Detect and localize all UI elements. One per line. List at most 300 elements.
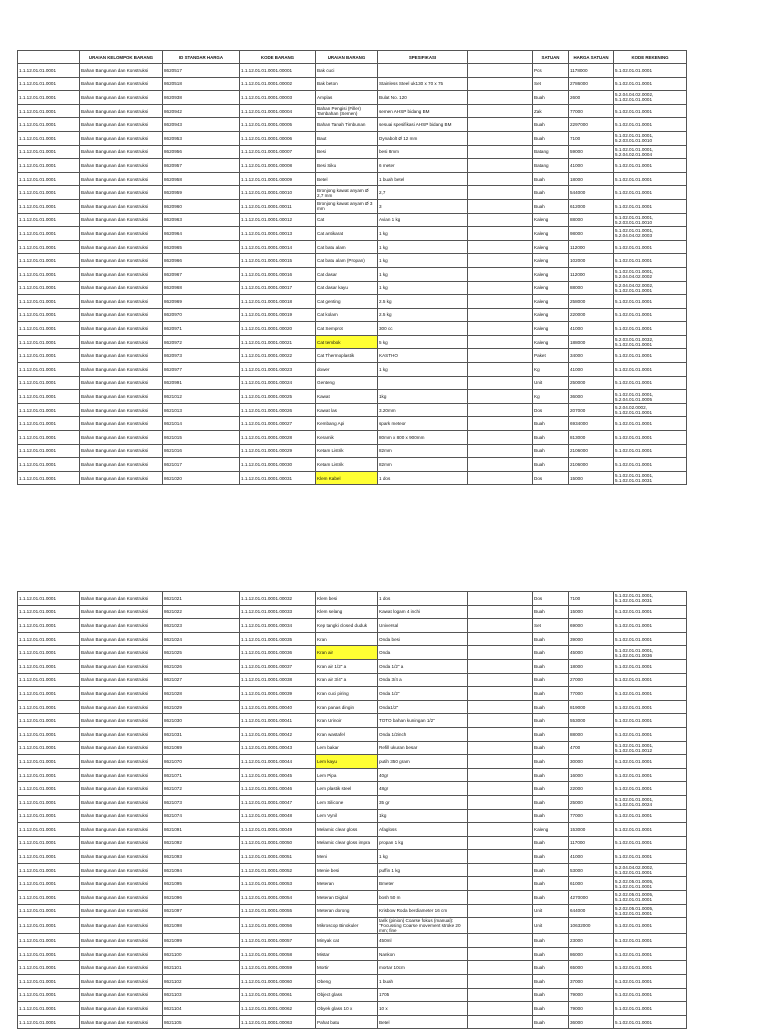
kode-rekening-cell: 5.1.02.01.01.0001 — [614, 431, 687, 445]
kode-barang-cell: 1.1.12.01.01.0001.00046 — [240, 782, 316, 796]
kode-barang-cell: 1.1.12.01.01.0001.00052 — [240, 863, 316, 877]
satuan-cell: Zak — [533, 104, 569, 118]
id-standar-cell: 8621031 — [163, 727, 240, 741]
spesifikasi-cell: Onda 1/2" — [378, 687, 468, 701]
kode-kelompok-cell: 1.1.12.01.01.0001 — [18, 782, 80, 796]
kode-kelompok-cell: 1.1.12.01.01.0001 — [18, 431, 80, 445]
spesifikasi-cell: Avian 1 kg — [378, 213, 468, 227]
id-standar-cell: 8621105 — [163, 1015, 240, 1029]
kode-barang-cell: 1.1.12.01.01.0001.00026 — [240, 403, 316, 417]
table-row — [18, 592, 687, 606]
kode-kelompok-cell: 1.1.12.01.01.0001 — [18, 741, 80, 755]
spesifikasi-cell — [378, 64, 468, 78]
kode-barang-cell: 1.1.12.01.01.0001.00002 — [240, 77, 316, 91]
kode-barang-cell: 1.1.12.01.01.0001.00023 — [240, 363, 316, 377]
kode-rekening-cell: 5.1.02.01.01.0001 — [614, 727, 687, 741]
spesifikasi-cell: tarik (pinion) Coarse fokus (manual): "Focussing Coarse movement stroke 20 mm; fine — [378, 918, 468, 934]
table-row — [18, 77, 687, 91]
uraian-kelompok-cell: Bahan Bangunan dan Konstruksi — [80, 131, 163, 145]
table-row — [18, 322, 687, 336]
harga-cell: 112000 — [569, 240, 614, 254]
uraian-kelompok-cell: Bahan Bangunan dan Konstruksi — [80, 172, 163, 186]
uraian-barang-cell: Object glass — [316, 988, 378, 1002]
uraian-kelompok-cell: Bahan Bangunan dan Konstruksi — [80, 934, 163, 948]
spesifikasi-cell: 5 kg — [378, 335, 468, 349]
blank-cell — [468, 199, 533, 213]
id-standar-cell: 8620964 — [163, 227, 240, 241]
id-standar-cell: 8621074 — [163, 809, 240, 823]
id-standar-cell: 8621024 — [163, 632, 240, 646]
uraian-barang-cell: Bak beton — [316, 77, 378, 91]
satuan-cell: Dos — [533, 403, 569, 417]
header-cell: URAIAN KELOMPOK BARANG — [80, 51, 163, 64]
kode-kelompok-cell: 1.1.12.01.01.0001 — [18, 254, 80, 268]
spesifikasi-cell: 1kg — [378, 809, 468, 823]
id-standar-cell: 8621104 — [163, 1002, 240, 1016]
uraian-kelompok-cell: Bahan Bangunan dan Konstruksi — [80, 186, 163, 200]
blank-cell — [468, 281, 533, 295]
header-cell: SPESIFIKASI — [378, 51, 468, 64]
harga-cell: 6934000 — [569, 417, 614, 431]
kode-rekening-cell: 5.1.02.01.01.0001, 5.1.02.01.01.0031 — [614, 471, 687, 485]
satuan-cell: Kaleng — [533, 227, 569, 241]
uraian-kelompok-cell: Bahan Bangunan dan Konstruksi — [80, 975, 163, 989]
harga-cell: 819000 — [569, 700, 614, 714]
uraian-kelompok-cell: Bahan Bangunan dan Konstruksi — [80, 1002, 163, 1016]
harga-cell: 117000 — [569, 836, 614, 850]
kode-kelompok-cell: 1.1.12.01.01.0001 — [18, 755, 80, 769]
table-row — [18, 673, 687, 687]
id-standar-cell: 8621013 — [163, 403, 240, 417]
satuan-cell: Kaleng — [533, 267, 569, 281]
kode-kelompok-cell: 1.1.12.01.01.0001 — [18, 863, 80, 877]
uraian-barang-cell: Cat batu alam (Propan) — [316, 254, 378, 268]
harga-cell: 188000 — [569, 335, 614, 349]
spesifikasi-cell: 2.5 kg — [378, 308, 468, 322]
satuan-cell: Kaleng — [533, 281, 569, 295]
kode-kelompok-cell: 1.1.12.01.01.0001 — [18, 836, 80, 850]
id-standar-cell: 8621025 — [163, 646, 240, 660]
uraian-barang-cell: Lem Pipa — [316, 768, 378, 782]
blank-cell — [468, 349, 533, 363]
harga-cell: 2106000 — [569, 458, 614, 472]
blank-cell — [468, 632, 533, 646]
uraian-barang-cell: Lem Silicone — [316, 795, 378, 809]
harga-cell: 153000 — [569, 823, 614, 837]
id-standar-cell: 8621100 — [163, 947, 240, 961]
header-row — [18, 51, 687, 64]
kode-rekening-cell: 5.1.02.01.01.0001, 5.2.04.04.02.0003 — [614, 227, 687, 241]
id-standar-cell: 8621030 — [163, 714, 240, 728]
spesifikasi-cell — [378, 376, 468, 390]
uraian-kelompok-cell: Bahan Bangunan dan Konstruksi — [80, 741, 163, 755]
blank-cell — [468, 390, 533, 404]
kode-rekening-cell: 5.1.02.01.01.0001 — [614, 782, 687, 796]
uraian-kelompok-cell: Bahan Bangunan dan Konstruksi — [80, 768, 163, 782]
kode-kelompok-cell: 1.1.12.01.01.0001 — [18, 961, 80, 975]
uraian-barang-cell: Klem Kabel — [316, 471, 378, 485]
id-standar-cell: 8620971 — [163, 322, 240, 336]
uraian-barang-cell: Besi Siku — [316, 159, 378, 173]
uraian-kelompok-cell: Bahan Bangunan dan Konstruksi — [80, 390, 163, 404]
kode-kelompok-cell: 1.1.12.01.01.0001 — [18, 77, 80, 91]
header-cell: HARGA SATUAN — [569, 51, 614, 64]
spesifikasi-cell: 1kg — [378, 390, 468, 404]
kode-kelompok-cell: 1.1.12.01.01.0001 — [18, 471, 80, 485]
kode-kelompok-cell: 1.1.12.01.01.0001 — [18, 850, 80, 864]
kode-barang-cell: 1.1.12.01.01.0001.00027 — [240, 417, 316, 431]
table-row — [18, 836, 687, 850]
satuan-cell: Kaleng — [533, 823, 569, 837]
kode-rekening-cell: 5.1.02.01.01.0001 — [614, 172, 687, 186]
harga-cell: 79000 — [569, 988, 614, 1002]
blank-cell — [468, 741, 533, 755]
uraian-kelompok-cell: Bahan Bangunan dan Konstruksi — [80, 904, 163, 918]
uraian-kelompok-cell: Bahan Bangunan dan Konstruksi — [80, 240, 163, 254]
kode-kelompok-cell: 1.1.12.01.01.0001 — [18, 795, 80, 809]
kode-rekening-cell: 5.1.02.01.01.0001 — [614, 1002, 687, 1016]
id-standar-cell: 8620967 — [163, 267, 240, 281]
kode-rekening-cell: 5.2.02.05.01.0005, 5.1.02.01.01.0001 — [614, 891, 687, 905]
id-standar-cell: 8620968 — [163, 281, 240, 295]
harga-cell: 88000 — [569, 213, 614, 227]
id-standar-cell: 8621101 — [163, 961, 240, 975]
satuan-cell: Buah — [533, 687, 569, 701]
spesifikasi-cell: Onda 1/2" a — [378, 659, 468, 673]
blank-cell — [468, 823, 533, 837]
kode-barang-cell: 1.1.12.01.01.0001.00047 — [240, 795, 316, 809]
uraian-kelompok-cell: Bahan Bangunan dan Konstruksi — [80, 349, 163, 363]
uraian-kelompok-cell: Bahan Bangunan dan Konstruksi — [80, 823, 163, 837]
kode-barang-cell: 1.1.12.01.01.0001.00039 — [240, 687, 316, 701]
table-row — [18, 403, 687, 417]
blank-cell — [468, 145, 533, 159]
satuan-cell: Buah — [533, 118, 569, 132]
table-row — [18, 988, 687, 1002]
satuan-cell: Batang — [533, 145, 569, 159]
kode-barang-cell: 1.1.12.01.01.0001.00016 — [240, 267, 316, 281]
kode-barang-cell: 1.1.12.01.01.0001.00036 — [240, 646, 316, 660]
kode-rekening-cell: 5.2.04.02.0002, 5.1.02.01.01.0001 — [614, 403, 687, 417]
id-standar-cell: 8621029 — [163, 700, 240, 714]
kode-rekening-cell: 5.1.02.01.01.0001, 5.2.03.01.01.0010 — [614, 131, 687, 145]
uraian-barang-cell: Cat dasar kayu — [316, 281, 378, 295]
table-row — [18, 877, 687, 891]
uraian-kelompok-cell: Bahan Bangunan dan Konstruksi — [80, 727, 163, 741]
kode-barang-cell: 1.1.12.01.01.0001.00003 — [240, 91, 316, 105]
id-standar-cell: 8620957 — [163, 159, 240, 173]
uraian-kelompok-cell: Bahan Bangunan dan Konstruksi — [80, 877, 163, 891]
spesifikasi-cell: besi 8mm — [378, 145, 468, 159]
kode-rekening-cell: 5.1.02.01.01.0001 — [614, 322, 687, 336]
kode-barang-cell: 1.1.12.01.01.0001.00031 — [240, 471, 316, 485]
uraian-barang-cell: Meni — [316, 850, 378, 864]
table-row — [18, 444, 687, 458]
kode-barang-cell: 1.1.12.01.01.0001.00056 — [240, 918, 316, 934]
kode-kelompok-cell: 1.1.12.01.01.0001 — [18, 646, 80, 660]
harga-cell: 544000 — [569, 186, 614, 200]
kode-barang-cell: 1.1.12.01.01.0001.00038 — [240, 673, 316, 687]
header-cell — [18, 51, 80, 64]
uraian-barang-cell: Meteran Digital — [316, 891, 378, 905]
kode-rekening-cell: 5.1.02.01.01.0001 — [614, 768, 687, 782]
table-row — [18, 308, 687, 322]
satuan-cell: Unit — [533, 376, 569, 390]
table-row — [18, 104, 687, 118]
uraian-barang-cell: Cat — [316, 213, 378, 227]
id-standar-cell: 8620959 — [163, 186, 240, 200]
kode-kelompok-cell: 1.1.12.01.01.0001 — [18, 417, 80, 431]
uraian-barang-cell: Lem plastik steel — [316, 782, 378, 796]
table-row — [18, 975, 687, 989]
spesifikasi-cell: 2.5 kg — [378, 295, 468, 309]
spesifikasi-cell: puffin 1 kg — [378, 863, 468, 877]
spesifikasi-cell: 1 kg — [378, 254, 468, 268]
harga-cell: 77000 — [569, 687, 614, 701]
kode-barang-cell: 1.1.12.01.01.0001.00045 — [240, 768, 316, 782]
id-standar-cell: 8621099 — [163, 934, 240, 948]
uraian-barang-cell: Meteran — [316, 877, 378, 891]
harga-cell: 16000 — [569, 768, 614, 782]
id-standar-cell: 8620973 — [163, 349, 240, 363]
uraian-kelompok-cell: Bahan Bangunan dan Konstruksi — [80, 918, 163, 934]
kode-rekening-cell: 5.1.02.01.01.0001 — [614, 975, 687, 989]
id-standar-cell: 8621097 — [163, 904, 240, 918]
spesifikasi-cell: semen AHSP bidang BM — [378, 104, 468, 118]
harga-cell: 18000 — [569, 659, 614, 673]
blank-cell — [468, 254, 533, 268]
id-standar-cell: 8620969 — [163, 295, 240, 309]
kode-rekening-cell: 5.1.02.01.01.0001 — [614, 458, 687, 472]
harga-cell: 102000 — [569, 254, 614, 268]
blank-cell — [468, 768, 533, 782]
uraian-barang-cell: Cat tembok — [316, 335, 378, 349]
satuan-cell: Kaleng — [533, 335, 569, 349]
satuan-cell: Buah — [533, 131, 569, 145]
kode-barang-cell: 1.1.12.01.01.0001.00035 — [240, 632, 316, 646]
uraian-kelompok-cell: Bahan Bangunan dan Konstruksi — [80, 947, 163, 961]
spesifikasi-cell: 1 buah betel — [378, 172, 468, 186]
table-row — [18, 632, 687, 646]
spesifikasi-cell: 1 kg — [378, 363, 468, 377]
spesifikasi-cell: mortar 10cm — [378, 961, 468, 975]
uraian-kelompok-cell: Bahan Bangunan dan Konstruksi — [80, 471, 163, 485]
id-standar-cell: 8620517 — [163, 64, 240, 78]
blank-cell — [468, 213, 533, 227]
kode-kelompok-cell: 1.1.12.01.01.0001 — [18, 390, 80, 404]
spesifikasi-cell: Onda 3/4 a — [378, 673, 468, 687]
table-row — [18, 267, 687, 281]
blank-cell — [468, 934, 533, 948]
table-row — [18, 782, 687, 796]
uraian-kelompok-cell: Bahan Bangunan dan Konstruksi — [80, 809, 163, 823]
uraian-kelompok-cell: Bahan Bangunan dan Konstruksi — [80, 77, 163, 91]
kode-kelompok-cell: 1.1.12.01.01.0001 — [18, 934, 80, 948]
harga-cell: 2600 — [569, 91, 614, 105]
uraian-kelompok-cell: Bahan Bangunan dan Konstruksi — [80, 863, 163, 877]
kode-kelompok-cell: 1.1.12.01.01.0001 — [18, 891, 80, 905]
kode-kelompok-cell: 1.1.12.01.01.0001 — [18, 918, 80, 934]
kode-rekening-cell: 5.1.02.01.01.0001, 5.1.02.01.01.0036 — [614, 646, 687, 660]
kode-barang-cell: 1.1.12.01.01.0001.00007 — [240, 145, 316, 159]
blank-cell — [468, 687, 533, 701]
spesifikasi-cell: Stainless Steel uk130 x 70 x 75 — [378, 77, 468, 91]
blank-cell — [468, 904, 533, 918]
kode-rekening-cell: 5.1.02.01.01.0001 — [614, 118, 687, 132]
harga-cell: 65000 — [569, 961, 614, 975]
table-row — [18, 431, 687, 445]
price-table-top — [17, 50, 687, 485]
id-standar-cell: 8621092 — [163, 836, 240, 850]
spesifikasi-cell: Nankon — [378, 947, 468, 961]
kode-barang-cell: 1.1.12.01.01.0001.00014 — [240, 240, 316, 254]
spesifikasi-cell: 1 dos — [378, 471, 468, 485]
blank-cell — [468, 159, 533, 173]
uraian-kelompok-cell: Bahan Bangunan dan Konstruksi — [80, 592, 163, 606]
blank-cell — [468, 863, 533, 877]
kode-barang-cell: 1.1.12.01.01.0001.00017 — [240, 281, 316, 295]
id-standar-cell: 8621094 — [163, 863, 240, 877]
kode-kelompok-cell: 1.1.12.01.01.0001 — [18, 673, 80, 687]
uraian-barang-cell: Pahat batu — [316, 1015, 378, 1029]
table-row — [18, 240, 687, 254]
satuan-cell: Unit — [533, 918, 569, 934]
harga-cell: 69000 — [569, 619, 614, 633]
harga-cell: 220000 — [569, 308, 614, 322]
header-cell: KODE REKENING — [614, 51, 687, 64]
id-standar-cell: 8620972 — [163, 335, 240, 349]
kode-barang-cell: 1.1.12.01.01.0001.00010 — [240, 186, 316, 200]
kode-rekening-cell: 5.1.02.01.01.0001 — [614, 755, 687, 769]
blank-cell — [468, 714, 533, 728]
satuan-cell: Buah — [533, 961, 569, 975]
blank-cell — [468, 64, 533, 78]
kode-barang-cell: 1.1.12.01.01.0001.00029 — [240, 444, 316, 458]
blank-cell — [468, 673, 533, 687]
kode-kelompok-cell: 1.1.12.01.01.0001 — [18, 947, 80, 961]
kode-rekening-cell: 5.1.02.01.01.0001 — [614, 254, 687, 268]
spesifikasi-cell: Universal — [378, 619, 468, 633]
uraian-barang-cell: Mikroscop Binokuler — [316, 918, 378, 934]
kode-kelompok-cell: 1.1.12.01.01.0001 — [18, 975, 80, 989]
uraian-barang-cell: Menie besi — [316, 863, 378, 877]
satuan-cell: Paket — [533, 349, 569, 363]
satuan-cell: Buah — [533, 186, 569, 200]
kode-kelompok-cell: 1.1.12.01.01.0001 — [18, 1015, 80, 1029]
kode-rekening-cell: 5.1.02.01.01.0001 — [614, 199, 687, 213]
satuan-cell: Buah — [533, 417, 569, 431]
table-row — [18, 934, 687, 948]
uraian-barang-cell: Bahan Tanah Timbunan — [316, 118, 378, 132]
table-row — [18, 646, 687, 660]
harga-cell: 813000 — [569, 431, 614, 445]
spesifikasi-cell: 1 dos — [378, 592, 468, 606]
blank-cell — [468, 240, 533, 254]
spesifikasi-cell: KASTHO — [378, 349, 468, 363]
uraian-kelompok-cell: Bahan Bangunan dan Konstruksi — [80, 836, 163, 850]
uraian-kelompok-cell: Bahan Bangunan dan Konstruksi — [80, 673, 163, 687]
table-row — [18, 619, 687, 633]
uraian-barang-cell: Mortir — [316, 961, 378, 975]
spesifikasi-cell: 82mm — [378, 444, 468, 458]
kode-barang-cell: 1.1.12.01.01.0001.00055 — [240, 904, 316, 918]
satuan-cell: Buah — [533, 1015, 569, 1029]
kode-kelompok-cell: 1.1.12.01.01.0001 — [18, 376, 80, 390]
id-standar-cell: 8620943 — [163, 118, 240, 132]
blank-cell — [468, 458, 533, 472]
satuan-cell: Buah — [533, 934, 569, 948]
kode-barang-cell: 1.1.12.01.01.0001.00018 — [240, 295, 316, 309]
harga-cell: 250000 — [569, 376, 614, 390]
blank-cell — [468, 947, 533, 961]
blank-cell — [468, 186, 533, 200]
harga-cell: 36000 — [569, 1015, 614, 1029]
uraian-kelompok-cell: Bahan Bangunan dan Konstruksi — [80, 1015, 163, 1029]
blank-cell — [468, 131, 533, 145]
harga-cell: 553000 — [569, 714, 614, 728]
spesifikasi-cell: 1 kg — [378, 850, 468, 864]
uraian-barang-cell: Bronjong kawat anyam Ø 3 mm — [316, 199, 378, 213]
id-standar-cell: 8621095 — [163, 877, 240, 891]
satuan-cell: Kaleng — [533, 240, 569, 254]
table-row — [18, 795, 687, 809]
blank-cell — [468, 417, 533, 431]
spesifikasi-cell: Dynabolt Ø 12 mm — [378, 131, 468, 145]
kode-kelompok-cell: 1.1.12.01.01.0001 — [18, 727, 80, 741]
uraian-barang-cell: Kran Urinoir — [316, 714, 378, 728]
satuan-cell: Kg — [533, 390, 569, 404]
uraian-kelompok-cell: Bahan Bangunan dan Konstruksi — [80, 714, 163, 728]
kode-kelompok-cell: 1.1.12.01.01.0001 — [18, 335, 80, 349]
kode-rekening-cell: 5.1.02.01.01.0001 — [614, 988, 687, 1002]
satuan-cell: Buah — [533, 988, 569, 1002]
uraian-barang-cell: Meteran dorong — [316, 904, 378, 918]
kode-kelompok-cell: 1.1.12.01.01.0001 — [18, 988, 80, 1002]
harga-cell: 61000 — [569, 877, 614, 891]
id-standar-cell: 8620518 — [163, 77, 240, 91]
satuan-cell: Buah — [533, 714, 569, 728]
kode-kelompok-cell: 1.1.12.01.01.0001 — [18, 131, 80, 145]
table-row — [18, 755, 687, 769]
kode-barang-cell: 1.1.12.01.01.0001.00013 — [240, 227, 316, 241]
satuan-cell: Kaleng — [533, 322, 569, 336]
table-row — [18, 823, 687, 837]
blank-cell — [468, 471, 533, 485]
kode-rekening-cell: 5.1.02.01.01.0001 — [614, 376, 687, 390]
harga-cell: 98000 — [569, 227, 614, 241]
id-standar-cell: 8621022 — [163, 605, 240, 619]
uraian-kelompok-cell: Bahan Bangunan dan Konstruksi — [80, 700, 163, 714]
uraian-kelompok-cell: Bahan Bangunan dan Konstruksi — [80, 363, 163, 377]
harga-cell: 7100 — [569, 131, 614, 145]
kode-barang-cell: 1.1.12.01.01.0001.00022 — [240, 349, 316, 363]
satuan-cell: Buah — [533, 782, 569, 796]
id-standar-cell: 8621091 — [163, 823, 240, 837]
harga-cell: 2786000 — [569, 77, 614, 91]
kode-kelompok-cell: 1.1.12.01.01.0001 — [18, 444, 80, 458]
kode-rekening-cell: 5.1.02.01.01.0001, 5.1.02.01.01.0012 — [614, 741, 687, 755]
uraian-kelompok-cell: Bahan Bangunan dan Konstruksi — [80, 988, 163, 1002]
kode-barang-cell: 1.1.12.01.01.0001.00008 — [240, 159, 316, 173]
uraian-barang-cell: Kran wastafel — [316, 727, 378, 741]
harga-cell: 2297000 — [569, 118, 614, 132]
kode-kelompok-cell: 1.1.12.01.01.0001 — [18, 91, 80, 105]
blank-cell — [468, 988, 533, 1002]
uraian-kelompok-cell: Bahan Bangunan dan Konstruksi — [80, 227, 163, 241]
spesifikasi-cell: 1 kg — [378, 227, 468, 241]
uraian-kelompok-cell: Bahan Bangunan dan Konstruksi — [80, 308, 163, 322]
kode-rekening-cell: 5.1.02.01.01.0001 — [614, 809, 687, 823]
